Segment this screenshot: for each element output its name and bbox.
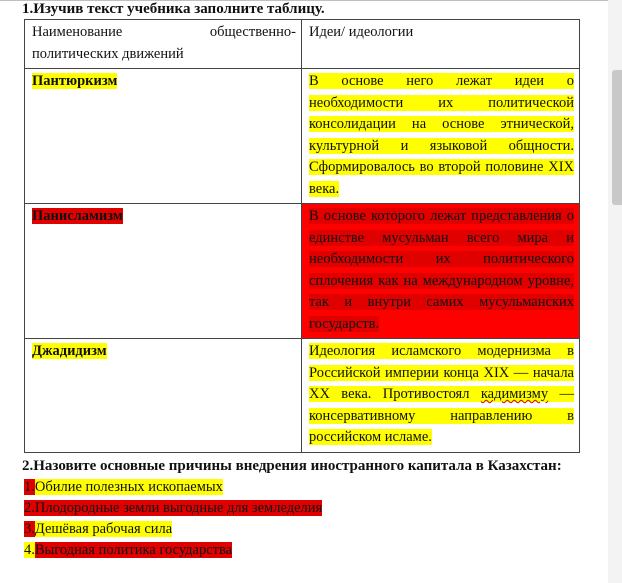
header-col2: Идеи/ идеологии: [309, 24, 414, 40]
movement-cell: [25, 339, 302, 453]
idea-text-end: — консервативному направлению в российском исламе.: [309, 386, 574, 445]
idea-text-start: Идеология исламского модернизма в Российской империи конца XIX — начала XX века. Противостоял: [309, 343, 574, 402]
idea-text: В основе него лежат идеи о необходимости их политической консолидации на основе этнической, культурной и языковой общности. Сформировалось во второй половине XIX века.: [309, 73, 574, 197]
list-item: [24, 519, 322, 540]
cause-text: Выгодная политика государства: [34, 542, 233, 558]
cause-text: Плодородные земли выгодные для земледелия: [34, 500, 323, 516]
movements-table: [24, 19, 580, 453]
cause-text: Обилие полезных ископаемых: [34, 479, 223, 495]
idea-cell: [302, 339, 580, 453]
cause-text: Дешёвая рабочая сила: [34, 521, 173, 537]
list-item: [24, 498, 322, 519]
header-movements: [25, 20, 302, 69]
idea-text: В основе которого лежат представления о единстве мусульман всего мира и необходимости их политического сплочения как на международном уровне, так и внутри самих мусульманских государств.: [309, 208, 574, 332]
idea-cell: [302, 204, 580, 339]
table-row: [25, 69, 580, 204]
causes-list: [24, 477, 322, 561]
list-item: [24, 540, 322, 561]
movement-name: Пантюркизм: [32, 73, 118, 89]
cause-number: 3.: [24, 521, 35, 537]
task2-title: 2.Назовите основные причины внедрения иностранного капитала в Казахстан:: [22, 458, 562, 474]
idea-cell: [302, 69, 580, 204]
cause-number: 2.: [24, 500, 35, 516]
header-col1-line1: Наименование общественно-: [32, 24, 296, 40]
header-ideas: [302, 20, 580, 69]
table-header-row: [25, 20, 580, 69]
movement-name: Джадидизм: [32, 343, 107, 359]
movement-name: Панисламизм: [32, 208, 123, 224]
list-item: [24, 477, 322, 498]
scrollbar-thumb[interactable]: [612, 70, 622, 205]
table-row: [25, 204, 580, 339]
task1-title: 1.Изучив текст учебника заполните таблицу.: [22, 1, 325, 17]
table-row: [25, 339, 580, 453]
movement-cell: [25, 69, 302, 204]
cause-number: 1.: [24, 479, 35, 495]
movement-cell: [25, 204, 302, 339]
spellcheck-flagged-word: кадимизму: [480, 386, 549, 402]
header-col1-line2: политических движений: [32, 45, 184, 62]
cause-number: 4.: [24, 542, 35, 558]
